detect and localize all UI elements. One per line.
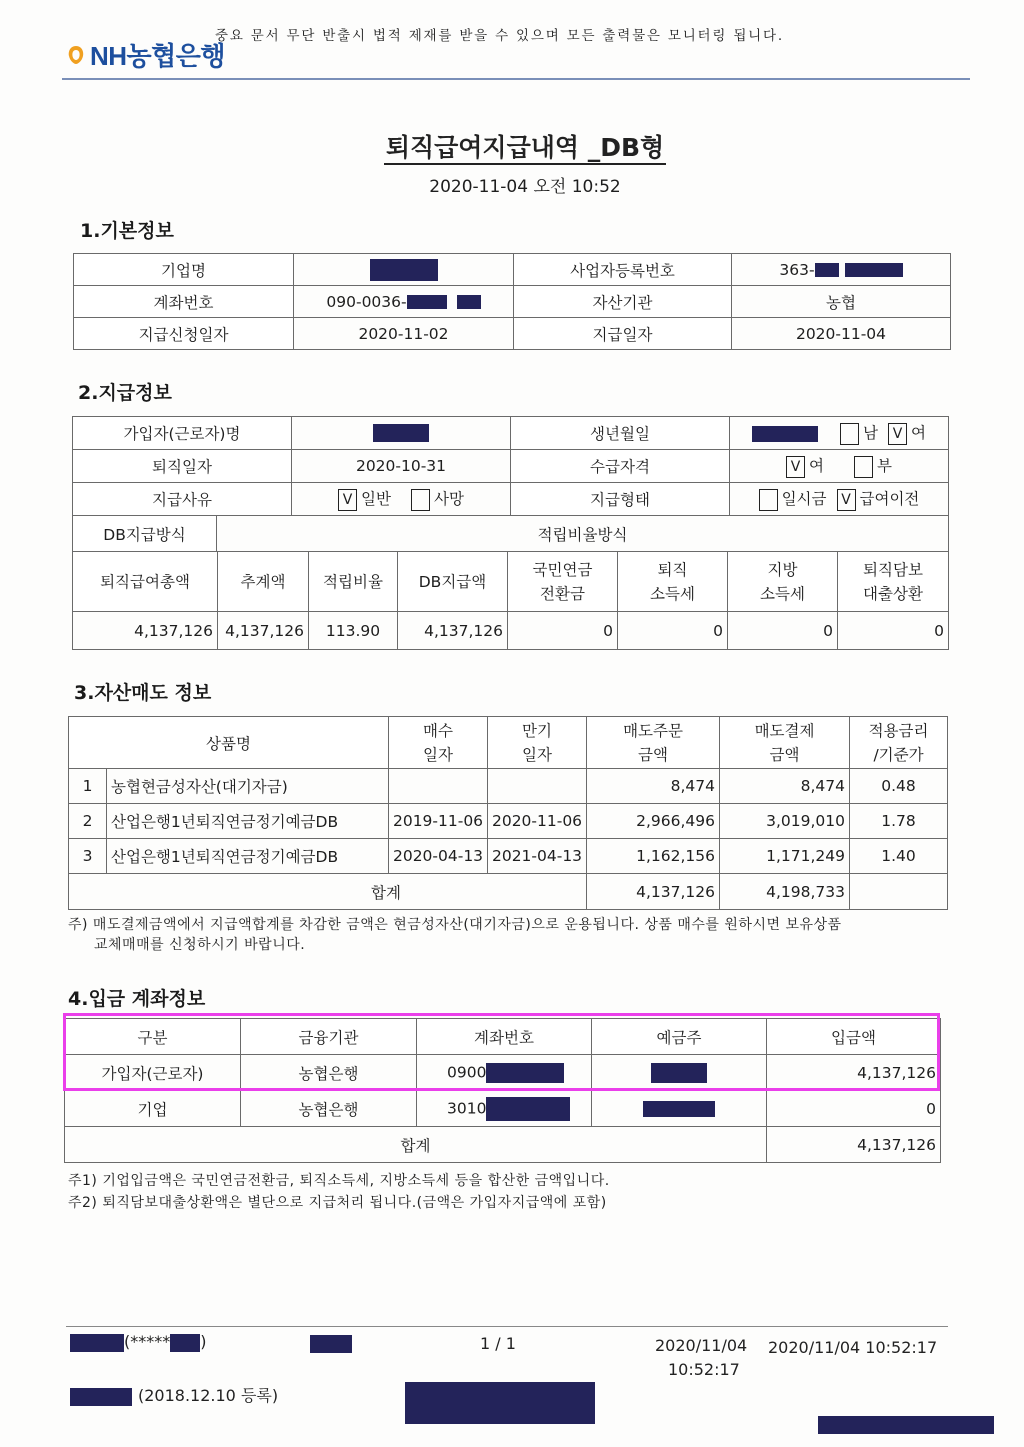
section-assets-heading: 3.자산매도 정보 [74, 682, 212, 704]
applied-rate: 1.40 [850, 839, 948, 874]
sale-order-amount: 1,162,156 [587, 839, 720, 874]
apply-date-label: 지급신청일자 [74, 318, 294, 350]
type-label: 지급형태 [511, 483, 730, 516]
footer-user: (***** ) [70, 1332, 207, 1352]
reason-label: 지급사유 [73, 483, 292, 516]
reason-general-label: 일반 [361, 490, 391, 509]
print-date: 2020/11/04 [655, 1336, 748, 1355]
female-label: 여 [911, 424, 926, 443]
col-funding-ratio: 적립비율 [309, 552, 398, 612]
print-datetime: 2020/11/04 10:52:17 [768, 1338, 938, 1357]
col-bank: 금융기관 [241, 1019, 417, 1055]
account-prefix: 0900 [447, 1063, 487, 1081]
redaction [752, 426, 818, 442]
table-row [65, 1091, 941, 1127]
male-checkbox [840, 423, 859, 445]
col-loan-repayment: 퇴직담보 대출상환 [838, 552, 949, 612]
type-value [730, 483, 949, 516]
qual-yes-checkbox: V [786, 456, 805, 478]
row-number: 2 [69, 804, 107, 839]
member-value [292, 417, 511, 450]
maturity-date [488, 769, 587, 804]
applied-rate: 1.78 [850, 804, 948, 839]
redaction [486, 1097, 570, 1121]
col-total-retirement: 퇴직급여총액 [73, 552, 218, 612]
product-name: 농협현금성자산(대기자금) [107, 769, 389, 804]
deposit-bank: 농협은행 [241, 1055, 417, 1091]
buy-date [389, 769, 488, 804]
type-lump-checkbox [759, 489, 778, 511]
pay-date-value: 2020-11-04 [732, 318, 951, 350]
col-category: 구분 [65, 1019, 241, 1055]
redaction [373, 424, 429, 442]
product-name: 산업은행1년퇴직연금정기예금DB [107, 804, 389, 839]
asset-note-line1: 주) 매도결제금액에서 지급액합계를 차감한 금액은 현금성자산(대기자금)으로 운용됩니다. 상품 매수를 원하시면 보유상품 [68, 917, 842, 933]
account-label: 계좌번호 [74, 286, 294, 318]
table-row [69, 839, 948, 874]
qual-no-checkbox [854, 456, 873, 478]
registration-date: (2018.12.10 등록) [138, 1386, 279, 1405]
redaction [643, 1101, 715, 1117]
sale-settle-amount: 3,019,010 [720, 804, 850, 839]
redaction [457, 295, 481, 309]
deposit-category: 가입자(근로자) [65, 1055, 241, 1091]
biz-reg-label: 사업자등록번호 [514, 254, 732, 286]
qual-label: 수급자격 [511, 450, 730, 483]
col-retire-income-tax: 퇴직 소득세 [618, 552, 728, 612]
account-prefix: 090-0036- [326, 292, 407, 311]
col-account-holder: 예금주 [592, 1019, 767, 1055]
val-funding-ratio: 113.90 [309, 612, 398, 650]
section-deposit-heading: 4.입금 계좌정보 [68, 988, 206, 1010]
product-name: 산업은행1년퇴직연금정기예금DB [107, 839, 389, 874]
logo-text: NH농협은행 [90, 41, 226, 71]
type-transfer-label: 급여이전 [859, 490, 920, 509]
total-settle-amount: 4,198,733 [720, 874, 850, 910]
maturity-date: 2020-11-06 [488, 804, 587, 839]
reason-value [292, 483, 511, 516]
redaction [370, 259, 438, 281]
total-row [69, 874, 948, 910]
deposit-account [417, 1091, 592, 1127]
maturity-date: 2021-04-13 [488, 839, 587, 874]
document-datetime: 2020-11-04 오전 10:52 [429, 177, 621, 197]
reason-death-checkbox [411, 489, 430, 511]
redaction [815, 263, 839, 277]
redaction [845, 263, 903, 277]
footer-redaction-block [405, 1382, 595, 1424]
monitoring-notice: 중요 문서 무단 반출시 법적 제재를 받을 수 있으며 모든 출력물은 모니터링 됩니다. [215, 28, 784, 44]
apply-date-value: 2020-11-02 [294, 318, 514, 350]
account-prefix: 3010 [447, 1099, 487, 1117]
retire-label: 퇴직일자 [73, 450, 292, 483]
account-value [294, 286, 514, 318]
buy-date: 2019-11-06 [389, 804, 488, 839]
asset-inst-value: 농협 [732, 286, 951, 318]
redaction [310, 1335, 352, 1353]
val-db-payment: 4,137,126 [398, 612, 508, 650]
qual-value [730, 450, 949, 483]
col-product-name: 상품명 [69, 717, 389, 769]
total-rate-empty [850, 874, 948, 910]
asset-note-line2: 교체매매를 신청하시기 바랍니다. [94, 937, 306, 953]
male-label: 남 [863, 424, 878, 443]
val-retire-income-tax: 0 [618, 612, 728, 650]
sale-settle-amount: 8,474 [720, 769, 850, 804]
deposit-total-label: 합계 [65, 1127, 767, 1163]
deposit-bank: 농협은행 [241, 1091, 417, 1127]
qual-yes-label: 여 [809, 457, 824, 476]
asset-inst-label: 자산기관 [514, 286, 732, 318]
print-time: 10:52:17 [668, 1360, 740, 1379]
payment-method-table [72, 515, 949, 552]
col-maturity-date: 만기 일자 [488, 717, 587, 769]
reason-general-checkbox: V [338, 489, 357, 511]
col-deposit-amount: 입금액 [767, 1019, 941, 1055]
sale-order-amount: 8,474 [587, 769, 720, 804]
member-label: 가입자(근로자)명 [73, 417, 292, 450]
qual-no-label: 부 [877, 457, 892, 476]
total-label: 합계 [69, 874, 587, 910]
type-lump-label: 일시금 [781, 490, 827, 509]
redaction [407, 295, 447, 309]
retire-value: 2020-10-31 [292, 450, 511, 483]
col-db-payment: DB지급액 [398, 552, 508, 612]
payment-info-table-top [72, 416, 949, 516]
col-estimate: 추계액 [218, 552, 309, 612]
header-rule [62, 78, 970, 80]
redaction [818, 1416, 994, 1434]
type-transfer-checkbox: V [837, 489, 856, 511]
document-title [0, 128, 1024, 164]
birth-value [730, 417, 949, 450]
company-value [294, 254, 514, 286]
row-number: 1 [69, 769, 107, 804]
deposit-amount: 4,137,126 [767, 1055, 941, 1091]
company-label: 기업명 [74, 254, 294, 286]
col-pension-conversion: 국민연금 전환금 [508, 552, 618, 612]
section-payment-heading: 2.지급정보 [78, 382, 172, 404]
footer-rule [66, 1326, 948, 1327]
redaction [70, 1388, 132, 1406]
section-basic-heading: 1.기본정보 [80, 220, 174, 242]
col-local-income-tax: 지방 소득세 [728, 552, 838, 612]
birth-label: 생년월일 [511, 417, 730, 450]
val-pension-conversion: 0 [508, 612, 618, 650]
basic-info-table [73, 253, 951, 350]
deposit-note-1: 주1) 기업입금액은 국민연금전환금, 퇴직소득세, 지방소득세 등을 합산한 금액입니다. [68, 1173, 610, 1189]
db-method-value: 적립비율방식 [217, 516, 949, 552]
redaction [170, 1334, 200, 1352]
deposit-note-2: 주2) 퇴직담보대출상환액은 별단으로 지급처리 됩니다.(금액은 가입자지급액에 포함) [68, 1195, 607, 1211]
val-local-income-tax: 0 [728, 612, 838, 650]
biz-reg-value [732, 254, 951, 286]
female-checkbox: V [888, 423, 907, 445]
redaction [405, 1382, 595, 1424]
table-row [69, 804, 948, 839]
col-buy-date: 매수 일자 [389, 717, 488, 769]
asset-sale-table [68, 716, 948, 910]
db-method-label: DB지급방식 [73, 516, 217, 552]
sale-order-amount: 2,966,496 [587, 804, 720, 839]
val-loan-repayment: 0 [838, 612, 949, 650]
buy-date: 2020-04-13 [389, 839, 488, 874]
applied-rate: 0.48 [850, 769, 948, 804]
row-number: 3 [69, 839, 107, 874]
payment-amount-table [72, 551, 949, 650]
total-row [65, 1127, 941, 1163]
page-number: 1 / 1 [480, 1334, 516, 1353]
reason-death-label: 사망 [434, 490, 464, 509]
col-applied-rate: 적용금리 /기준가 [850, 717, 948, 769]
pay-date-label: 지급일자 [514, 318, 732, 350]
val-estimate: 4,137,126 [218, 612, 309, 650]
title-text: 퇴직급여지급내역 _DB형 [384, 133, 666, 165]
table-row [69, 769, 948, 804]
footer-redaction-corner [818, 1416, 994, 1434]
col-sale-settle-amount: 매도결제 금액 [720, 717, 850, 769]
deposit-holder [592, 1091, 767, 1127]
footer-branch [310, 1333, 352, 1353]
deposit-category: 기업 [65, 1091, 241, 1127]
sale-settle-amount: 1,171,249 [720, 839, 850, 874]
biz-reg-prefix: 363- [779, 260, 815, 279]
highlight-box [63, 1013, 940, 1091]
deposit-total-amount: 4,137,126 [767, 1127, 941, 1163]
col-sale-order-amount: 매도주문 금액 [587, 717, 720, 769]
nh-bank-logo [66, 36, 225, 73]
redaction [70, 1334, 124, 1352]
col-account-number: 계좌번호 [417, 1019, 592, 1055]
total-order-amount: 4,137,126 [587, 874, 720, 910]
nh-logo-icon [66, 44, 86, 66]
footer-registration [70, 1383, 278, 1406]
deposit-amount: 0 [767, 1091, 941, 1127]
masked-id: (***** [124, 1332, 171, 1351]
val-total-retirement: 4,137,126 [73, 612, 218, 650]
